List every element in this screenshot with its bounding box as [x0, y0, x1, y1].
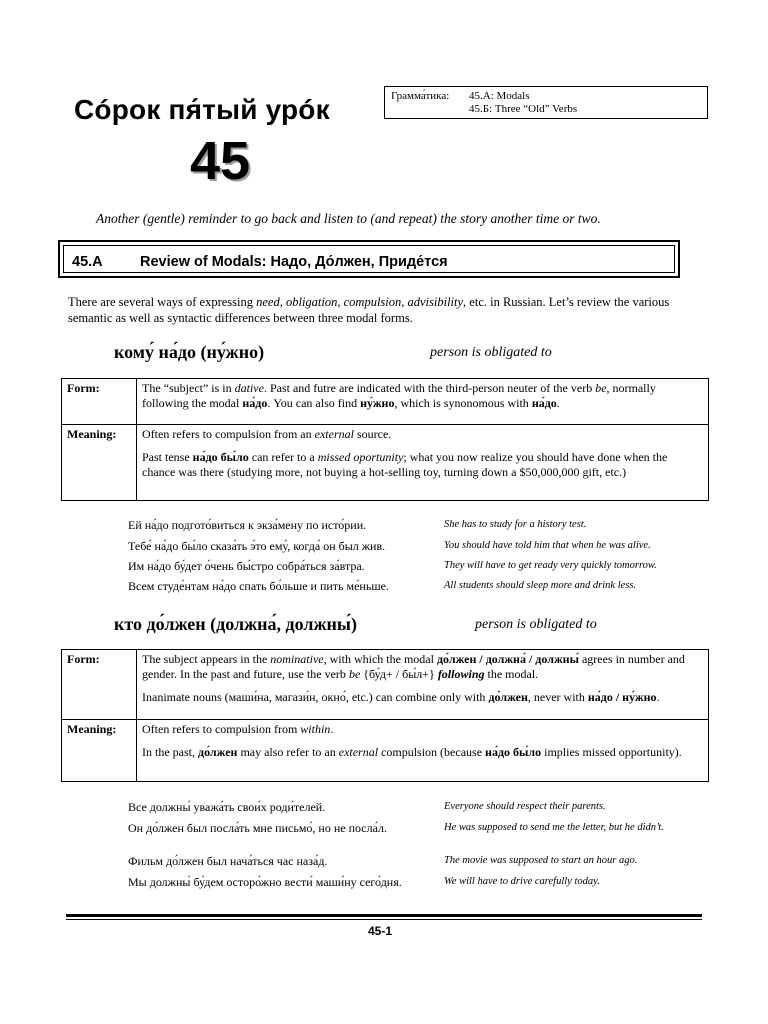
modal-definition-table [61, 378, 709, 501]
modal-definition-table [61, 649, 709, 782]
form-keyword: до́лжен [488, 690, 528, 704]
example-english: The movie was supposed to start an hour ago. [444, 855, 638, 866]
modal-heading: кто до́лжен (должна́, должны́) [114, 614, 357, 634]
footer-rule-thin [66, 919, 702, 920]
form-emphasis: following [437, 667, 485, 681]
example-russian: Ей на́до подгото́виться к экза́мену по исто́рии. [128, 518, 367, 532]
form-text: The “subject” is in [142, 381, 235, 395]
intro-paragraph [68, 294, 708, 326]
example-russian: Им на́до бу́дет о́чень бы́стро собра́ться за́втра. [128, 559, 365, 573]
example-english: Everyone should respect their parents. [444, 801, 606, 812]
meaning-emphasis: external [338, 745, 379, 759]
form-text: . Past and futre are indicated with the third-person neuter of the verb [263, 381, 596, 395]
section-title: Review of Modals: Надо, До́лжен, Приде́тся [140, 254, 448, 270]
modal-heading: кому́ на́до (ну́жно) [114, 342, 265, 362]
form-emphasis: be [595, 381, 607, 395]
form-keyword: на́до / ну́жно [587, 690, 657, 704]
form-text: , with which the modal [323, 652, 437, 666]
form-keyword: до́лжен / должна́ / должны́ [436, 652, 579, 666]
meaning-cell [137, 425, 709, 501]
form-cell [137, 379, 709, 425]
meaning-paragraph [142, 722, 703, 737]
grammar-label: Грамма́тика: [391, 90, 450, 102]
meaning-text: can refer to a [248, 450, 318, 464]
form-text: Inanimate nouns (маши́на, магази́н, окно́, etc.) can combine only with [142, 690, 489, 704]
form-emphasis: be [348, 667, 361, 681]
form-text: The subject appears in the [142, 652, 271, 666]
example-russian: Все должны́ уважа́ть свои́х роди́телей. [128, 800, 326, 814]
meaning-label: Meaning: [62, 425, 137, 501]
reminder-note: Another (gentle) reminder to go back and listen to (and repeat) the story another time or two. [96, 211, 601, 226]
section-number: 45.A [72, 254, 103, 270]
form-text: . [556, 396, 560, 410]
intro-text: There are several ways of expressing [68, 295, 257, 309]
meaning-emphasis: missed oportunity [317, 450, 404, 464]
form-text: , normally following the modal [142, 381, 656, 410]
meaning-text: implies missed opportunity). [541, 745, 682, 759]
section-header [58, 240, 680, 278]
form-paragraph [142, 690, 703, 705]
example-russian: Тебе́ на́до бы́ло сказа́ть э́то ему́, когда́ он был жив. [128, 539, 386, 553]
example-russian: Мы должны́ бу́дем осторо́жно вести́ маши́ну сего́дня. [128, 875, 402, 889]
form-emphasis: dative [234, 381, 264, 395]
meaning-text: compulsion (because [378, 745, 486, 759]
form-label: Form: [62, 379, 137, 425]
example-english: He was supposed to send me the letter, but he didn’t. [444, 822, 664, 833]
meaning-text: Often refers to compulsion from [142, 722, 301, 736]
form-text: {бу́д+ / бы́л+} [360, 667, 438, 681]
example-english: We will have to drive carefully today. [444, 876, 600, 887]
form-text: . [656, 690, 660, 704]
form-emphasis: nominative [270, 652, 324, 666]
form-text: , never with [527, 690, 588, 704]
example-russian: Всем студе́нтам на́до спать бо́льше и пить ме́ньше. [128, 579, 389, 593]
meaning-text: may also refer to an [237, 745, 339, 759]
form-paragraph [142, 652, 703, 682]
meaning-text: . [330, 722, 334, 736]
form-label: Form: [62, 650, 137, 720]
meaning-label: Meaning: [62, 720, 137, 782]
meaning-keyword: на́до бы́ло [192, 450, 249, 464]
meaning-emphasis: external [314, 427, 354, 441]
meaning-paragraph [142, 427, 703, 442]
meaning-paragraph [142, 745, 703, 760]
form-keyword: на́до [531, 396, 557, 410]
meaning-paragraph [142, 450, 703, 480]
example-english: She has to study for a history test. [444, 519, 587, 530]
page-number: 45-1 [368, 924, 393, 938]
grammar-item: 45.Б: Three “Old” Verbs [469, 103, 578, 115]
form-cell [137, 650, 709, 720]
form-keyword: ну́жно [360, 396, 395, 410]
intro-text: , etc. in Russian. Let’s review the various semantic as well as syntactic differences between three modal forms. [68, 295, 670, 325]
form-text: , which is synonomous with [394, 396, 532, 410]
page-title: Сóрок пя́тый урóк [74, 94, 330, 125]
example-russian: Фильм до́лжен был нача́ться час наза́д. [128, 854, 328, 868]
meaning-text: Often refers to compulsion from an [142, 427, 315, 441]
form-text: agrees in number and gender. In the past and future, use the verb [142, 652, 685, 681]
form-text: the modal. [484, 667, 539, 681]
grammar-box [384, 86, 708, 119]
intro-emphasis: need, obligation, compulsion, advisibility [256, 295, 464, 309]
meaning-text: In the past, [142, 745, 198, 759]
lesson-number: 45 [190, 131, 251, 191]
example-russian: Он до́лжен был посла́ть мне письмо́, но не посла́л. [128, 821, 388, 835]
example-english: You should have told him that when he was alive. [444, 540, 651, 551]
form-keyword: на́до [242, 396, 268, 410]
meaning-text: ; what you now realize you should have done when the chance was there (studying more, not buying a hot-selling toy, turning down a $50,000,000 gift, etc.) [142, 450, 668, 479]
meaning-emphasis: within [300, 722, 331, 736]
meaning-keyword: до́лжен [198, 745, 238, 759]
meaning-text: source. [353, 427, 392, 441]
meaning-cell [137, 720, 709, 782]
grammar-item: 45.А: Modals [469, 90, 530, 102]
example-english: All students should sleep more and drink less. [444, 580, 637, 591]
footer-rule [66, 914, 702, 917]
meaning-keyword: на́до бы́ло [485, 745, 542, 759]
section-header-inner [63, 245, 675, 273]
form-text: . You can also find [267, 396, 361, 410]
modal-gloss: person is obligated to [430, 345, 552, 360]
example-english: They will have to get ready very quickly tomorrow. [444, 560, 657, 571]
modal-gloss: person is obligated to [475, 617, 597, 632]
meaning-text: Past tense [142, 450, 193, 464]
